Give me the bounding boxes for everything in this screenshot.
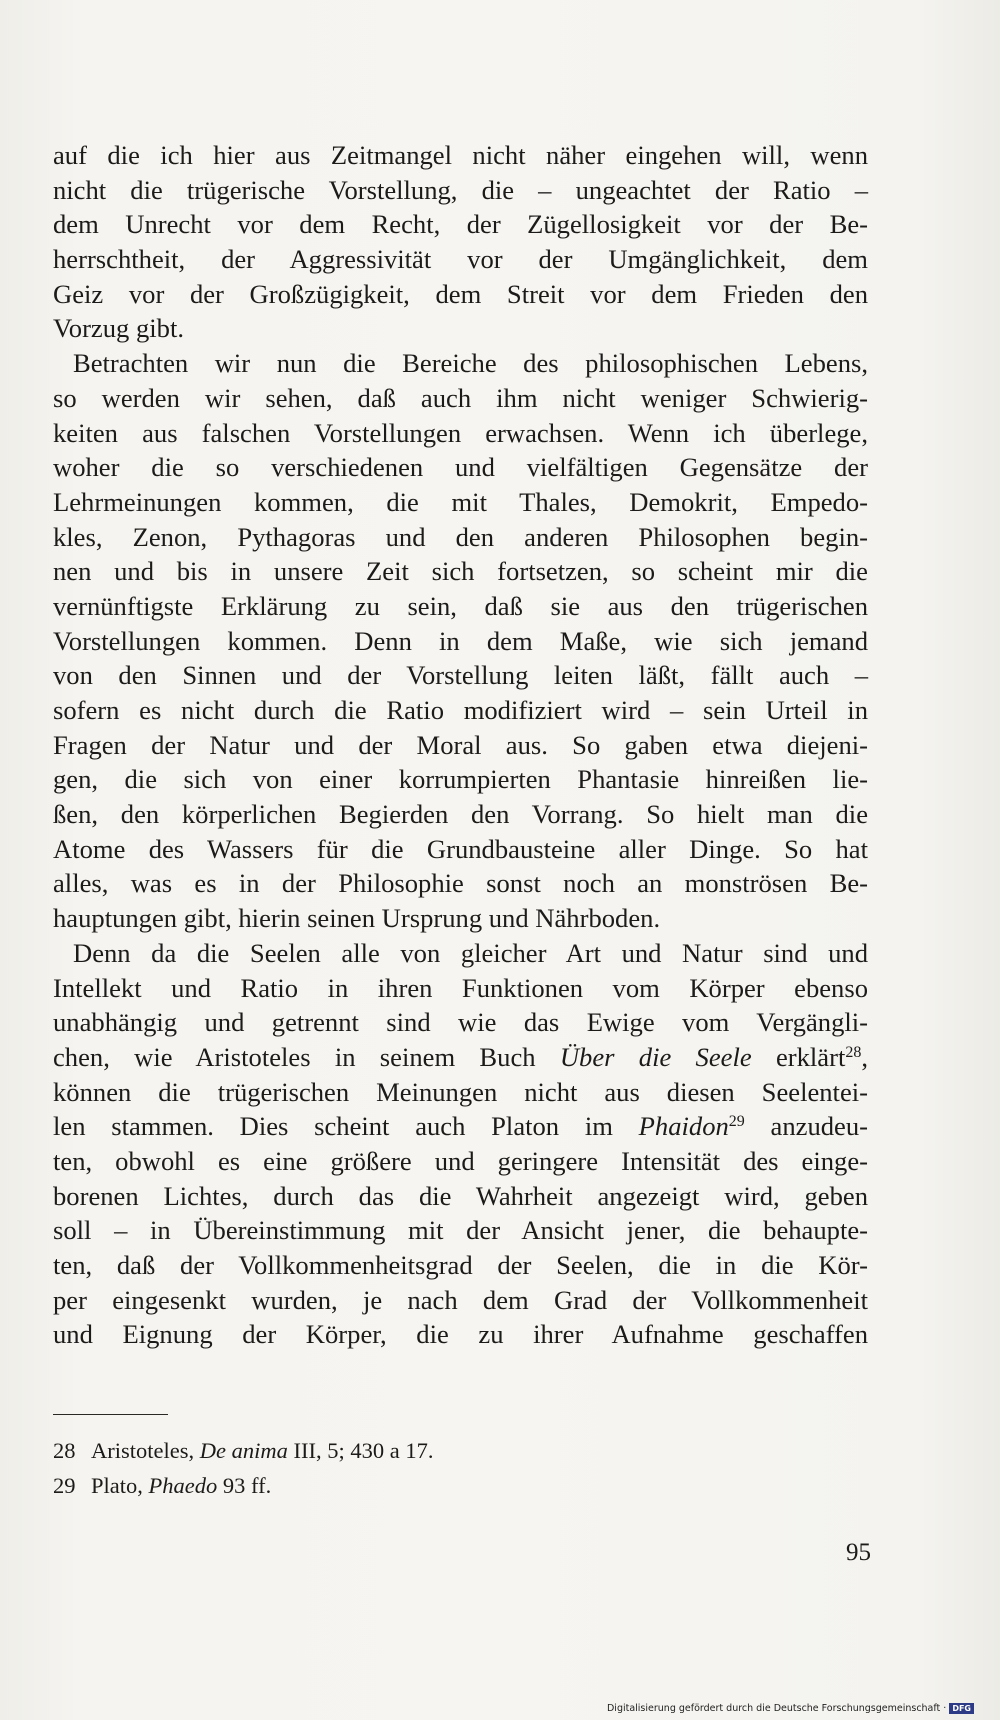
text-line: hauptungen gibt, hierin seinen Ursprung und Nährboden. [53, 903, 661, 934]
text-segment: , [861, 1041, 868, 1072]
text-line: kles, Zenon, Pythagoras und den anderen Philosophen begin- [53, 521, 868, 552]
text-line: nen und bis in unsere Zeit sich fortsetzen, so scheint mir die [53, 556, 868, 587]
text-line: Geiz vor der Großzügigkeit, dem Streit vor dem Frieden den [53, 278, 868, 309]
dfg-logo-icon: DFG [949, 1703, 974, 1714]
footnote-number: 28 [53, 1438, 76, 1463]
text-line: Denn da die Seelen alle von gleicher Art und Natur sind und [73, 937, 868, 968]
digitization-footer [607, 1703, 974, 1714]
text-line: gen, die sich von einer korrumpierten Phantasie hinreißen lie- [53, 764, 868, 795]
text-line: woher die so verschiedenen und vielfältigen Gegensätze der [53, 452, 868, 483]
text-line: Lehrmeinungen kommen, die mit Thales, Demokrit, Empedo- [53, 486, 868, 517]
footnote-marker: 29 [728, 1113, 745, 1131]
text-line: und Eignung der Körper, die zu ihrer Aufnahme geschaffen [53, 1319, 868, 1350]
text-line: Atome des Wassers für die Grundbausteine aller Dinge. So hat [53, 833, 868, 864]
text-line: herrschtheit, der Aggressivität vor der Umgänglichkeit, dem [53, 244, 868, 275]
text-line: ten, daß der Vollkommenheitsgrad der Seelen, die in die Kör- [53, 1250, 868, 1280]
footnote-text: 93 ff. [217, 1473, 272, 1498]
text-line: sofern es nicht durch die Ratio modifiziert wird – sein Urteil in [53, 695, 868, 725]
footnote [53, 1468, 868, 1503]
footnote-title-italic: Phaedo [148, 1473, 218, 1498]
digitization-note: Digitalisierung gefördert durch die Deutsche Forschungsgemeinschaft · [606, 1703, 947, 1714]
text-segment: anzudeu- [744, 1111, 868, 1142]
footnote-text: Plato, [91, 1473, 149, 1498]
text-line: borenen Lichtes, durch das die Wahrheit angezeigt wird, geben [53, 1180, 868, 1211]
text-line: unabhängig und getrennt sind wie das Ewige vom Vergängli- [53, 1007, 868, 1038]
text-line: können die trügerischen Meinungen nicht aus diesen Seelentei- [53, 1076, 868, 1107]
text-line: dem Unrecht vor dem Recht, der Zügellosigkeit vor der Be- [53, 209, 868, 240]
page-number: 95 [846, 1539, 871, 1566]
text-line: nicht die trügerische Vorstellung, die – ungeachtet der Ratio – [53, 174, 868, 205]
text-line: Fragen der Natur und der Moral aus. So gaben etwa diejeni- [53, 729, 868, 760]
footnote-text: III, 5; 430 a 17. [287, 1438, 434, 1463]
footnote-separator [53, 1414, 168, 1415]
text-line: Vorstellungen kommen. Denn in dem Maße, wie sich jemand [53, 625, 868, 656]
text-line [53, 1040, 868, 1075]
footnote-title-italic: De anima [199, 1438, 288, 1463]
main-text [53, 138, 868, 1352]
text-line: Intellekt und Ratio in ihren Funktionen vom Körper ebenso [53, 972, 868, 1003]
text-line: soll – in Übereinstimmung mit der Ansicht jener, die behaupte- [53, 1215, 868, 1246]
footnote-text: Aristoteles, [91, 1438, 200, 1463]
footnote-marker: 28 [845, 1043, 862, 1061]
book-title-italic: Phaidon [638, 1111, 729, 1142]
text-line: Vorzug gibt. [53, 313, 184, 344]
text-line: ten, obwohl es eine größere und geringere Intensität des einge- [53, 1145, 868, 1176]
text-line: keiten aus falschen Vorstellungen erwachsen. Wenn ich überlege, [53, 417, 868, 448]
text-line: ßen, den körperlichen Begierden den Vorrang. So hielt man die [53, 799, 868, 830]
text-line: vernünftigste Erklärung zu sein, daß sie aus den trügerischen [53, 590, 868, 621]
text-line: so werden wir sehen, daß auch ihm nicht weniger Schwierig- [53, 382, 868, 413]
text-line: auf die ich hier aus Zeitmangel nicht näher eingehen will, wenn [53, 140, 868, 170]
text-segment: len stammen. Dies scheint auch Platon im [53, 1111, 639, 1142]
footnote-number: 29 [53, 1473, 76, 1498]
text-line: alles, was es in der Philosophie sonst noch an monströsen Be- [53, 868, 868, 899]
text-line: Betrachten wir nun die Bereiche des philosophischen Lebens, [73, 348, 868, 379]
text-segment: chen, wie Aristoteles in seinem Buch [53, 1041, 560, 1072]
footnote [53, 1433, 868, 1468]
footnotes [53, 1433, 868, 1503]
text-segment: erklärt [751, 1041, 846, 1072]
text-line [53, 1109, 868, 1144]
text-line: von den Sinnen und der Vorstellung leiten läßt, fällt auch – [53, 660, 868, 691]
text-line: per eingesenkt wurden, je nach dem Grad der Vollkommenheit [53, 1284, 868, 1315]
book-title-italic: Über die Seele [559, 1041, 752, 1072]
